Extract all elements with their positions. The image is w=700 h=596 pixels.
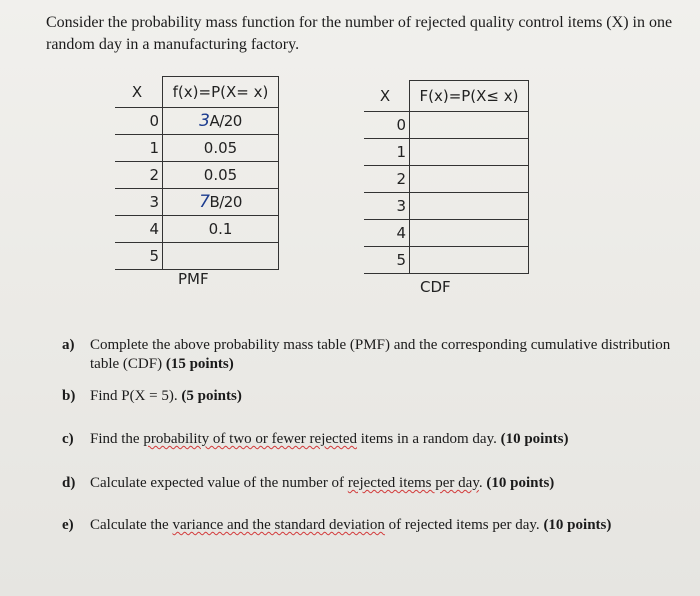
question-text-post: .: [478, 475, 483, 491]
cdf-F-cell[interactable]: [410, 220, 529, 247]
pmf-f-cell: [163, 108, 279, 135]
cdf-x-cell: 2: [364, 166, 410, 193]
handwritten-annotation: 3: [199, 111, 210, 131]
cdf-x-cell: 3: [364, 193, 410, 220]
pmf-header-f: f(x)=P(X= x): [163, 77, 279, 108]
cdf-row: [364, 220, 529, 247]
pmf-x-cell: 5: [115, 243, 163, 270]
question-points: (5 points): [181, 388, 242, 404]
question-text-pre: Calculate the: [90, 517, 173, 533]
question-points: (15 points): [165, 356, 234, 372]
question-text-post: of rejected items per day.: [384, 517, 540, 533]
pmf-header-row: [115, 77, 279, 108]
question-text-post: items in a random day.: [357, 431, 497, 447]
cdf-row: [364, 112, 529, 139]
pmf-f-cell: [163, 189, 279, 216]
pmf-x-cell: 4: [115, 216, 163, 243]
question-label: a): [62, 337, 75, 353]
pmf-x-cell: 0: [115, 108, 163, 135]
pmf-row: [115, 162, 279, 189]
cdf-row: [364, 139, 529, 166]
cdf-x-cell: 4: [364, 220, 410, 247]
problem-intro: Consider the probability mass function for the number of rejected quality control items (X) in one random day in a manufacturing factory.: [46, 14, 673, 53]
question-e: [62, 516, 672, 535]
pmf-x-cell: 3: [115, 189, 163, 216]
question-text-pre: Find the: [90, 431, 144, 447]
question-c: [62, 430, 672, 449]
cdf-row: [364, 166, 529, 193]
question-label: b): [62, 388, 76, 404]
question-label: c): [62, 431, 74, 447]
question-label: d): [62, 475, 76, 491]
pmf-f-cell: [163, 243, 279, 270]
cdf-x-cell: 0: [364, 112, 410, 139]
cdf-table: [364, 80, 529, 274]
cdf-F-cell[interactable]: [410, 139, 529, 166]
pmf-row: [115, 135, 279, 162]
pmf-f-cell: 0.05: [163, 162, 279, 189]
pmf-row: [115, 216, 279, 243]
cdf-row: [364, 193, 529, 220]
cdf-F-cell[interactable]: [410, 247, 529, 274]
pmf-row: [115, 189, 279, 216]
pmf-table: [115, 76, 279, 270]
pmf-f-cell: 0.05: [163, 135, 279, 162]
spellcheck-underlined-text: variance and the standard deviation: [172, 517, 385, 533]
question-label: e): [62, 517, 74, 533]
cdf-header-F: F(x)=P(X≤ x): [410, 81, 529, 112]
pmf-caption: PMF: [178, 270, 209, 288]
question-text: Complete the above probability mass table (PMF) and the corresponding cumulative distribution table (CDF): [90, 337, 671, 372]
question-b: [62, 387, 672, 406]
pmf-x-cell: 1: [115, 135, 163, 162]
question-a: [62, 336, 672, 374]
cdf-header-row: [364, 81, 529, 112]
handwritten-annotation: 7: [199, 192, 210, 212]
cdf-F-cell[interactable]: [410, 166, 529, 193]
question-points: (10 points): [500, 431, 569, 447]
spellcheck-underlined-text: rejected items per day: [347, 475, 479, 491]
question-points: (10 points): [486, 475, 555, 491]
pmf-f-cell: 0.1: [163, 216, 279, 243]
pmf-row: [115, 108, 279, 135]
spellcheck-underlined-text: probability of two or fewer rejected: [143, 431, 358, 447]
question-d: [62, 474, 672, 493]
cdf-F-cell[interactable]: [410, 112, 529, 139]
pmf-f-value: B/20: [209, 193, 242, 211]
question-text: Find P(X = 5).: [90, 388, 178, 404]
pmf-f-value: A/20: [209, 112, 242, 130]
pmf-x-cell: 2: [115, 162, 163, 189]
question-text-pre: Calculate expected value of the number of: [90, 475, 348, 491]
cdf-header-x: X: [364, 81, 410, 112]
cdf-F-cell[interactable]: [410, 193, 529, 220]
question-points: (10 points): [543, 517, 612, 533]
cdf-row: [364, 247, 529, 274]
cdf-x-cell: 5: [364, 247, 410, 274]
cdf-caption: CDF: [420, 278, 451, 296]
pmf-row: [115, 243, 279, 270]
pmf-header-x: X: [115, 77, 163, 108]
cdf-x-cell: 1: [364, 139, 410, 166]
